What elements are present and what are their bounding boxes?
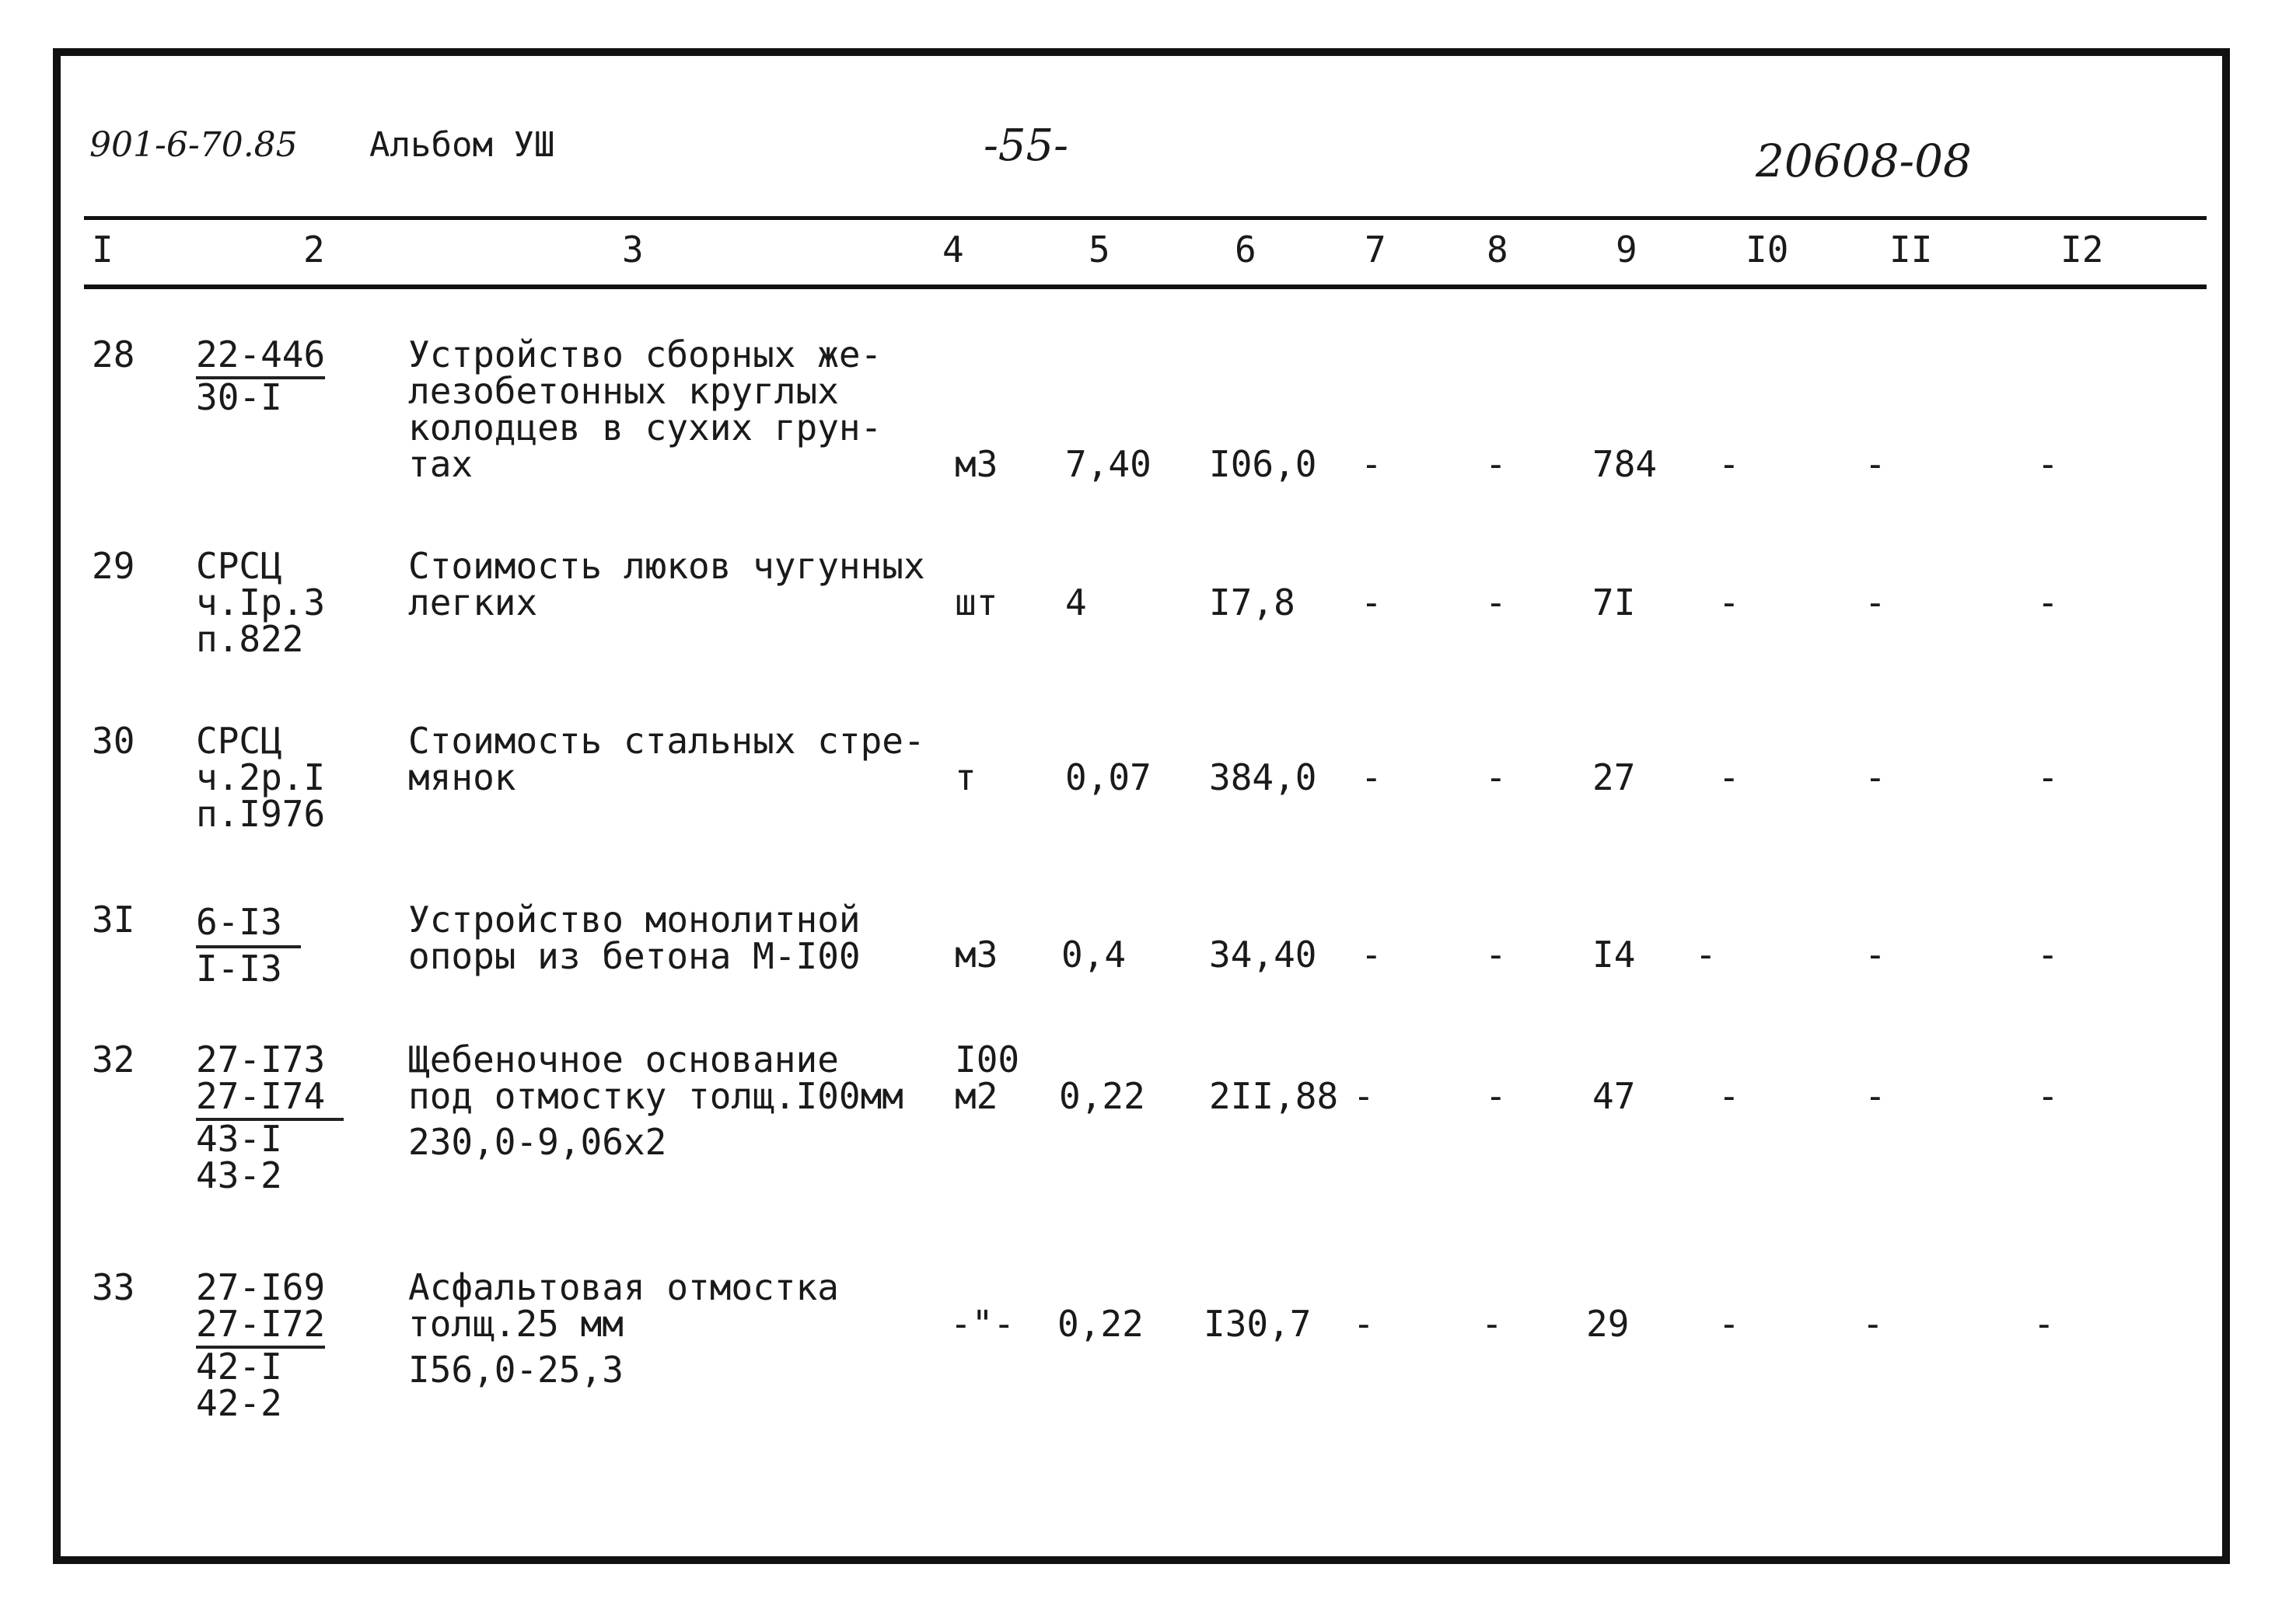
col-7: - xyxy=(1361,756,1382,798)
col-11: - xyxy=(1864,1075,1886,1117)
col-header-3: 3 xyxy=(622,229,644,271)
col-11: - xyxy=(1864,581,1886,623)
col-header-12: I2 xyxy=(2060,229,2104,271)
unit-price: 2II,88 xyxy=(1209,1075,1339,1117)
reference-code: 27-I69 27-I72 42-I 42-2 xyxy=(196,1266,326,1424)
quantity: 0,07 xyxy=(1065,756,1151,798)
unit-price: 34,40 xyxy=(1209,934,1317,976)
col-header-8: 8 xyxy=(1487,229,1508,271)
col-7: - xyxy=(1353,1303,1375,1345)
col-12: - xyxy=(2033,1303,2055,1345)
col-12: - xyxy=(2037,1075,2059,1117)
col-7: - xyxy=(1361,934,1382,976)
col-10: - xyxy=(1718,756,1740,798)
unit: м3 xyxy=(955,934,998,976)
col-8: - xyxy=(1485,934,1507,976)
col-9: 47 xyxy=(1592,1075,1636,1117)
unit: т xyxy=(955,756,977,798)
reference-code: 6-I3 I-I3 xyxy=(196,902,301,989)
row-number: 32 xyxy=(92,1039,135,1081)
col-8: - xyxy=(1485,581,1507,623)
description: Стоимость люков чугунных легких xyxy=(408,545,925,623)
reference-code: СРСЦ ч.Iр.3 п.822 xyxy=(196,545,326,660)
col-10: - xyxy=(1718,581,1740,623)
row-number: 28 xyxy=(92,333,135,375)
col-10: - xyxy=(1718,443,1740,485)
quantity: 4 xyxy=(1065,581,1087,623)
reference-code: 27-I73 27-I74 43-I 43-2 xyxy=(196,1042,344,1194)
col-header-5: 5 xyxy=(1089,229,1110,271)
unit-price: I7,8 xyxy=(1209,581,1295,623)
col-7: - xyxy=(1353,1075,1375,1117)
col-9: I4 xyxy=(1592,934,1636,976)
row-number: 3I xyxy=(92,899,135,941)
col-9: 784 xyxy=(1592,443,1658,485)
document-code: 901-6-70.85 xyxy=(89,125,298,165)
unit: -"- xyxy=(950,1303,1015,1345)
col-12: - xyxy=(2037,581,2059,623)
col-header-11: II xyxy=(1889,229,1933,271)
reference-code: СРСЦ ч.2р.I п.I976 xyxy=(196,720,326,835)
quantity: 0,22 xyxy=(1057,1303,1144,1345)
col-header-10: I0 xyxy=(1746,229,1789,271)
row-number: 33 xyxy=(92,1266,135,1308)
description: Устройство сборных же- лезобетонных круглых колодцев в сухих грун- тах xyxy=(408,333,882,485)
sheet-code: 20608-08 xyxy=(1756,134,1972,187)
col-11: - xyxy=(1862,1303,1884,1345)
reference-code: 22-446 30-I xyxy=(196,333,326,418)
col-9: 29 xyxy=(1586,1303,1630,1345)
unit: шт xyxy=(955,581,998,623)
row-number: 30 xyxy=(92,720,135,762)
row-number: 29 xyxy=(92,545,135,587)
unit-price: 384,0 xyxy=(1209,756,1317,798)
unit: I00 м2 xyxy=(955,1039,1020,1117)
col-11: - xyxy=(1864,443,1886,485)
col-header-6: 6 xyxy=(1235,229,1256,271)
col-9: 7I xyxy=(1592,581,1636,623)
col-12: - xyxy=(2037,934,2059,976)
col-header-2: 2 xyxy=(303,229,325,271)
col-10: - xyxy=(1718,1303,1740,1345)
col-8: - xyxy=(1481,1303,1503,1345)
col-header-4: 4 xyxy=(942,229,964,271)
header-top-rule xyxy=(84,216,2207,220)
page-number: -55- xyxy=(984,120,1069,171)
col-7: - xyxy=(1361,581,1382,623)
unit-price: I06,0 xyxy=(1209,443,1317,485)
col-header-7: 7 xyxy=(1365,229,1386,271)
col-12: - xyxy=(2037,756,2059,798)
header-bottom-rule xyxy=(84,285,2207,289)
col-header-9: 9 xyxy=(1616,229,1637,271)
unit: м3 xyxy=(955,443,998,485)
col-8: - xyxy=(1485,443,1507,485)
unit-price: I30,7 xyxy=(1204,1303,1312,1345)
quantity: 7,40 xyxy=(1065,443,1151,485)
col-8: - xyxy=(1485,756,1507,798)
col-8: - xyxy=(1485,1075,1507,1117)
col-9: 27 xyxy=(1592,756,1636,798)
album-label: Альбом УШ xyxy=(369,125,555,165)
col-11: - xyxy=(1864,934,1886,976)
quantity: 0,22 xyxy=(1059,1075,1145,1117)
col-10: - xyxy=(1695,934,1717,976)
col-7: - xyxy=(1361,443,1382,485)
description: Устройство монолитной опоры из бетона М-I00 xyxy=(408,899,861,977)
description: Щебеночное основание под отмостку толщ.I00мм 230,0-9,06х2 xyxy=(408,1039,903,1163)
col-12: - xyxy=(2037,443,2059,485)
col-header-1: I xyxy=(92,229,114,271)
col-10: - xyxy=(1718,1075,1740,1117)
description: Стоимость стальных стре- мянок xyxy=(408,720,925,798)
description: Асфальтовая отмостка толщ.25 мм I56,0-25,3 xyxy=(408,1266,839,1391)
col-11: - xyxy=(1864,756,1886,798)
quantity: 0,4 xyxy=(1061,934,1127,976)
